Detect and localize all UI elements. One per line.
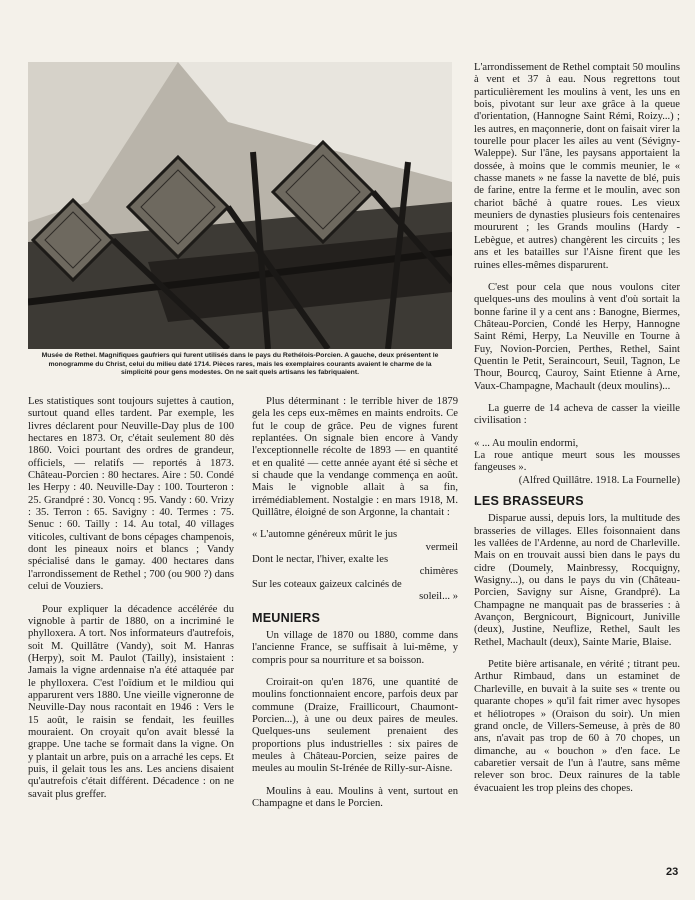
poem-line: « ... Au moulin endormi, bbox=[474, 437, 579, 449]
paragraph-guerre: La guerre de 14 acheva de casser la vieille civilisation : bbox=[474, 402, 680, 427]
column-1 bbox=[28, 396, 234, 811]
paragraph-winter: Plus déterminant : le terrible hiver de 1879 gela les ceps eux-mêmes en maints endroits. Ce fut le coup de grâce. Peu de vignes furent replantées. On signale bien encore à Vandy l'exceptionnelle récolte de 1893 — en quantité et en qualité — cette année ayant été si sèche et si chaude que la vendange commença en août. Mais le vignoble allait à sa fin, irrémédiablement. Nostalgie : en mars 1918, M. Quillâtre, éloigné de son Argonne, la chantait : bbox=[252, 396, 458, 519]
paragraph-statistics: Les statistiques sont toujours sujettes à caution, surtout quand elles tardent. Par exemple, les livres déclarent pour Neuville-Day plus de 100 hectares en 1873. Or, c'était seulement 80 dès 1860. Voici pourtant des ordres de grandeur, officiels, — relatifs — reportés à 1873. Château-Porcien : 80 hectares. Aire : 50. Condé les Herpy : 40. Neuville-Day : 100. Tourteron : 25. Grandpré : 30. Voncq : 95. Vandy : 60. Vrizy : 35. Terron : 65. Savigny : 40. Termes : 75. Senuc : 60. Tailly : 14. Au total, 40 villages viticoles, cultivant de bons cépages champenois, dont les pineaux noirs et blancs ; Vandy spécialisé dans le gamay. 400 hectares dans l'arrondissement de Rethel ; 700 (ou 900 ?) dans celui de Vouziers. bbox=[28, 396, 234, 593]
paragraph-decline: Pour expliquer la décadence accélérée du vignoble à partir de 1880, on a incriminé le phylloxera. A tort. Nos informateurs d'autrefois, soit M. Quillâtre (Vandy), soit M. Hanras (Herpy), soit M. Paulot (Tailly), insistaient : Jamais la vigne ardennaise n'a été attaquée par le phylloxera. C'est l'oïdium et le mildiou qui apparurent vers 1880. Une vieille vigneronne de Neuville-Day nous racontait en 1946 : Vers le 15 août, le raisin se fendait, les feuilles mouraient. On croyait qu'on avait blessé la grappe. Une tache se formait dans la vigne. On y plantait un arbre, puis on a arraché les ceps. Et puis, il gelait tous les ans. Les anciens disaient qu'autrefois c'était différent. Décadence : on ne savait plus greffer. bbox=[28, 603, 234, 800]
page-number: 23 bbox=[666, 866, 679, 878]
heading-brasseurs: LES BRASSEURS bbox=[474, 494, 584, 508]
waffle-irons-photo bbox=[28, 62, 452, 349]
paragraph-liste-moulins: C'est pour cela que nous voulons citer quelques-uns des moulins à vent d'où sortait la bonne farine il y a cent ans : Banogne, Biermes, Château-Porcien, Condé les Herpy, Hannogne Saint Rémi, Herpy, La Neuville en Tourne à Fuy, Novion-Porcien, Perthes, Rethel, Saint Quentin le Petit, Seraincourt, Seuil, Tagnon, Le Thour, Bourcq, Cauroy, Saint Etienne à Arne, Vaux-Champagne, Machault (deux moulins)... bbox=[474, 281, 680, 392]
poem-line: Sur les coteaux gaizeux calcinés de bbox=[252, 578, 402, 590]
poem-line: soleil... » bbox=[419, 591, 458, 603]
poem-line: Dont le nectar, l'hiver, exalte les bbox=[252, 554, 389, 566]
poem-line: La roue antique meurt sous les mousses fangeuses ». bbox=[474, 449, 680, 474]
paragraph-brasseries: Disparue aussi, depuis lors, la multitude des brasseries de villages. Elles foisonnaient dans les vallées de l'Ardenne, au nord de Charleville. Mais on en trouvait aussi bien dans le pays du cidre (Doumely, Mainbressy, Rocquigny, Wasigny...), ou dans le pays du vin (Château-Porcien, Savigny sur Aisne, Grandpré). La Champagne ne manquait pas de brasseries : à Avançon, Bergnicourt, Bignicourt, Juniville (deux), Justine, Neuflize, Rethel, Sault les Rethel, Machault (deux), Sainte Marie, Blaise. bbox=[474, 513, 680, 648]
column-3 bbox=[474, 62, 680, 805]
poem-line: vermeil bbox=[425, 541, 458, 553]
paragraph-biere: Petite bière artisanale, en vérité ; titrant peu. Arthur Rimbaud, dans un estaminet de Charleville, en buvait à la suite ses « trente ou quarante chopes » qu'il fait rimer avec hysopes et héliotropes » (Oraison du soir). Un mien grand oncle, de Villers-Semeuse, à près de 80 ans, n'avait pas trop de 60 à 70 chopes, un dimanche, au « bouchon » d'en face. Le cabaretier versait de l'un à l'autre, sans même relever son broc. Deux rainures de la table évacuaient les trop pleins des chopes. bbox=[474, 659, 680, 794]
waffle-irons-illustration bbox=[28, 62, 452, 349]
poem-fournelle bbox=[474, 438, 680, 487]
paragraph-moulins-eau: Moulins à eau. Moulins à vent, surtout en Champagne et dans le Porcien. bbox=[252, 785, 458, 809]
photo-caption: Musée de Rethel. Magnifiques gaufriers qui furent utilisés dans le pays du Rethélois-Porcien. A gauche, deux présentent le monogramme du Christ, celui du milieu daté 1714. Pièces rares, mais les exemplaires courants avaient le charme de la simplicité pour gens modestes. On ne sait quels artisans les fabriquaient. bbox=[41, 352, 439, 377]
paragraph-arrondissement: L'arrondissement de Rethel comptait 50 moulins à vent et 37 à eau. Nous regrettons tout particulièrement les moulins à vent, les uns en bois, pivotant sur leur axe grâce à la queue d'orientation, (Hannogne Saint Rémi, Roizy...) ; les autres, en maçonnerie, dont on faisait virer la tourelle pour placer les ailes au vent (Sévigny-Waleppe). Sur l'âne, les paysans apportaient la dossée, à moins que le commis meunier, le « chasse manets » ne fasse la navette de blé, puis de farine, entre la ferme et le moulin, avec son chariot bâché à quatre roues. Les vieux meuniers de dynasties plusieurs fois centenaires moururent ; les Grands moulins (Hardy - Lebègue, et autres) changèrent les circuits ; les ans et les batailles sur l'Aisne firent que les ruines elles-mêmes disparurent. bbox=[474, 62, 680, 271]
column-2 bbox=[252, 396, 458, 820]
poem-line: « L'automne généreux mûrit le jus bbox=[252, 529, 398, 541]
paragraph-village: Un village de 1870 ou 1880, comme dans l'ancienne France, se suffisait à lui-même, y compris pour sa nourriture et sa boisson. bbox=[252, 629, 458, 666]
poem-attribution: (Alfred Quillâtre. 1918. La Fournelle) bbox=[518, 474, 680, 486]
poem-quillatre bbox=[252, 529, 458, 603]
heading-meuniers: MEUNIERS bbox=[252, 610, 321, 625]
paragraph-moulins: Croirait-on qu'en 1876, une quantité de moulins fonctionnaient encore, parfois deux par commune (Draize, Fraillicourt, Chaumont-Porcien...), à une ou deux paires de meules. Quelques-uns seulement prenaient des proportions plus industrielles : six paires de meules à Château-Porcien, seize paires de meules au moulin St-Irénée de Rilly-sur-Aisne. bbox=[252, 676, 458, 775]
poem-line: chimères bbox=[419, 566, 458, 578]
